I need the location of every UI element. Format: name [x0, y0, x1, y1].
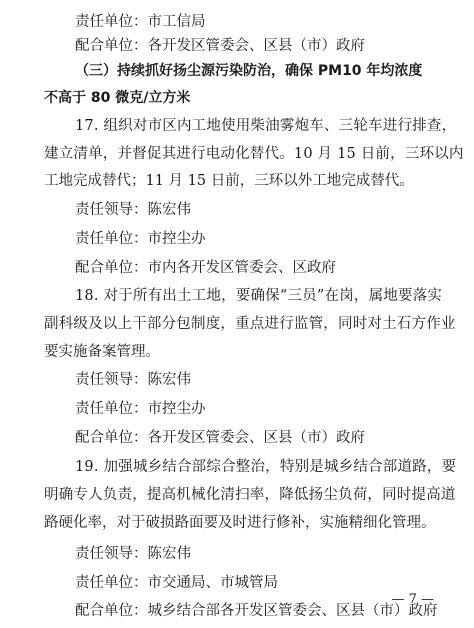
- responsible-leader-line: 责任领导：陈宏伟: [75, 202, 191, 218]
- responsible-leader-line: 责任领导：陈宏伟: [75, 546, 191, 562]
- item-18-line-2: 副科级及以上干部分包制度，重点进行监管，同时对土石方作业: [44, 316, 456, 332]
- responsible-unit-line: 责任单位：市工信局: [75, 14, 206, 30]
- section-heading: （三）持续抓好扬尘源污染防治，确保 PM10 年均浓度: [75, 63, 423, 79]
- item-17-line-1: 17. 组织对市区内工地使用柴油雾炮车、三轮车进行排查，: [75, 118, 457, 134]
- cooperating-unit-line: 配合单位：市内各开发区管委会、区政府: [75, 260, 336, 276]
- cooperating-unit-line: 配合单位：城乡结合部各开发区管委会、区县（市）政府: [75, 603, 438, 619]
- cooperating-unit-line: 配合单位：各开发区管委会、区县（市）政府: [75, 430, 365, 446]
- item-18-line-3: 要实施备案管理。: [44, 344, 160, 360]
- page-number: — 7 —: [391, 592, 434, 607]
- responsible-unit-line: 责任单位：市交通局、市城管局: [75, 575, 278, 591]
- item-19-line-2: 明确专人负责，提高机械化清扫率，降低扬尘负荷，同时提高道: [44, 487, 456, 503]
- section-heading-continued: 不高于 80 微克/立方米: [44, 90, 191, 106]
- responsible-unit-line: 责任单位：市控尘办: [75, 401, 206, 417]
- responsible-leader-line: 责任领导：陈宏伟: [75, 372, 191, 388]
- item-18-line-1: 18. 对于所有出土工地，要确保“三员”在岗，属地要落实: [75, 288, 443, 304]
- cooperating-unit-line: 配合单位：各开发区管委会、区县（市）政府: [75, 38, 365, 54]
- item-17-line-2: 建立清单，并督促其进行电动化替代。10 月 15 日前，三环以内: [44, 146, 464, 162]
- responsible-unit-line: 责任单位：市控尘办: [75, 231, 206, 247]
- item-17-line-3: 工地完成替代；11 月 15 日前，三环以外工地完成替代。: [44, 173, 414, 189]
- item-19-line-1: 19. 加强城乡结合部综合整治，特别是城乡结合部道路，要: [75, 459, 457, 475]
- item-19-line-3: 路硬化率，对于破损路面要及时进行修补，实施精细化管理。: [44, 515, 436, 531]
